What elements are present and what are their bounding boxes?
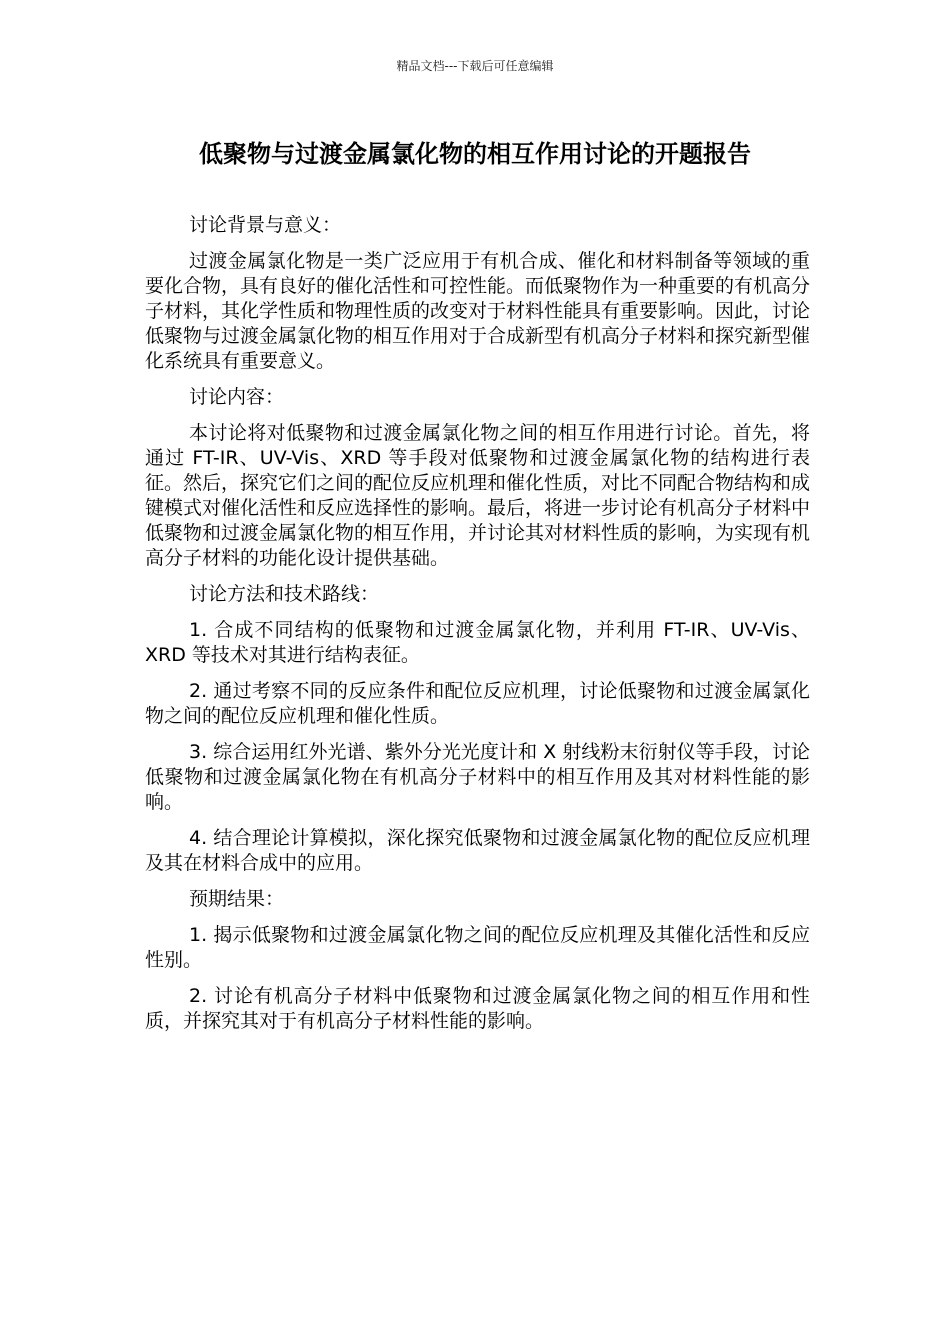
results-item-1: 1. 揭示低聚物和过渡金属氯化物之间的配位反应机理及其催化活性和反应性别。 xyxy=(145,924,810,971)
background-paragraph: 过渡金属氯化物是一类广泛应用于有机合成、催化和材料制备等领域的重要化合物，具有良好的催化活性和可控性能。而低聚物作为一种重要的有机高分子材料，其化学性质和物理性质的改变对于材料性能具有重要影响。因此，讨论低聚物与过渡金属氯化物的相互作用对于合成新型有机高分子材料和探究新型催化系统具有重要意义。 xyxy=(145,250,811,372)
header-note: 精品文档---下载后可任意编辑 xyxy=(396,59,554,73)
content-heading: 讨论内容： xyxy=(189,386,285,408)
methods-item-3: 3. 综合运用红外光谱、紫外分光光度计和 X 射线粉末衍射仪等手段，讨论低聚物和过渡金属氯化物在有机高分子材料中的相互作用及其对材料性能的影响。 xyxy=(145,741,810,813)
methods-heading: 讨论方法和技术路线： xyxy=(189,583,380,605)
methods-item-4: 4. 结合理论计算模拟，深化探究低聚物和过渡金属氯化物的配位反应机理及其在材料合成中的应用。 xyxy=(145,827,810,874)
content-paragraph: 本讨论将对低聚物和过渡金属氯化物之间的相互作用进行讨论。首先，将通过 FT-IR、UV-Vis、XRD 等手段对低聚物和过渡金属氯化物的结构进行表征。然后，探究它们之间的配位反应机理和催化性质，对比不同配合物结构和成键模式对催化活性和反应选择性的影响。最后，将进一步讨论有机高分子材料中低聚物和过渡金属氯化物的相互作用，并讨论其对材料性质的影响，为实现有机高分子材料的功能化设计提供基础。 xyxy=(145,422,811,569)
document-body xyxy=(145,213,810,1045)
results-item-2: 2. 讨论有机高分子材料中低聚物和过渡金属氯化物之间的相互作用和性质，并探究其对于有机高分子材料性能的影响。 xyxy=(145,985,810,1032)
results-heading: 预期结果： xyxy=(189,888,285,910)
methods-item-2: 2. 通过考察不同的反应条件和配位反应机理，讨论低聚物和过渡金属氯化物之间的配位反应机理和催化性质。 xyxy=(145,680,810,727)
document-title: 低聚物与过渡金属氯化物的相互作用讨论的开题报告 xyxy=(199,140,751,168)
background-heading: 讨论背景与意义： xyxy=(189,214,342,236)
methods-item-1: 1. 合成不同结构的低聚物和过渡金属氯化物，并利用 FT-IR、UV-Vis、XRD 等技术对其进行结构表征。 xyxy=(145,619,810,666)
